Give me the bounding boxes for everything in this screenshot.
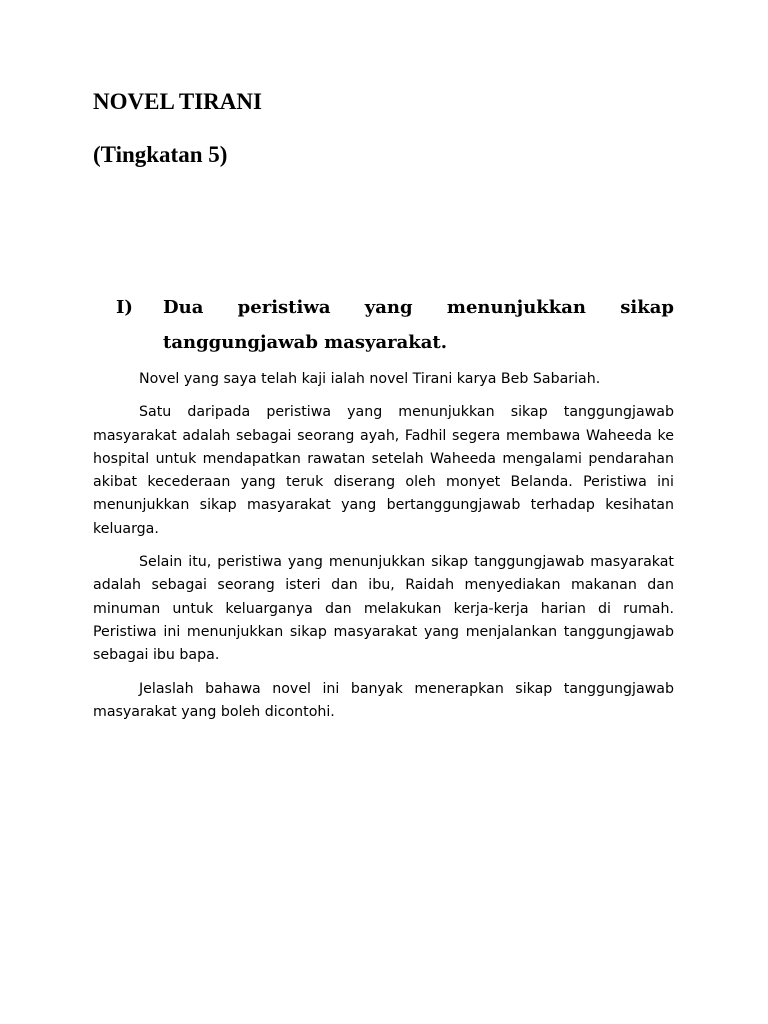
section-heading-text: Dua peristiwa yang menunjukkan sikap tanggungjawab masyarakat. [163,297,674,353]
paragraph-conclusion: Jelaslah bahawa novel ini banyak menerapkan sikap tanggungjawab masyarakat yang boleh dicontohi. [93,680,674,720]
document-body [93,368,674,734]
paragraph-intro: Novel yang saya telah kaji ialah novel Tirani karya Beb Sabariah. [139,371,601,387]
document-subtitle: (Tingkatan 5) [93,142,228,167]
document-title: NOVEL TIRANI [93,89,262,114]
paragraph-event-1: Satu daripada peristiwa yang menunjukkan sikap tanggungjawab masyarakat adalah sebagai seorang ayah, Fadhil segera membawa Waheeda ke hospital untuk mendapatkan rawatan setelah Waheeda mengalami pendarahan akibat kecederaan yang teruk diserang oleh monyet Belanda. Peristiwa ini menunjukkan sikap masyarakat yang bertanggungjawab terhadap kesihatan keluarga. [93,404,674,537]
section-heading [116,290,674,360]
section-number: I) [116,297,133,318]
paragraph-event-2: Selain itu, peristiwa yang menunjukkan sikap tanggungjawab masyarakat adalah sebagai seorang isteri dan ibu, Raidah menyediakan makanan dan minuman untuk keluarganya dan melakukan kerja-kerja harian di rumah. Peristiwa ini menunjukkan sikap masyarakat yang menjalankan tanggungjawab sebagai ibu bapa. [93,554,674,664]
